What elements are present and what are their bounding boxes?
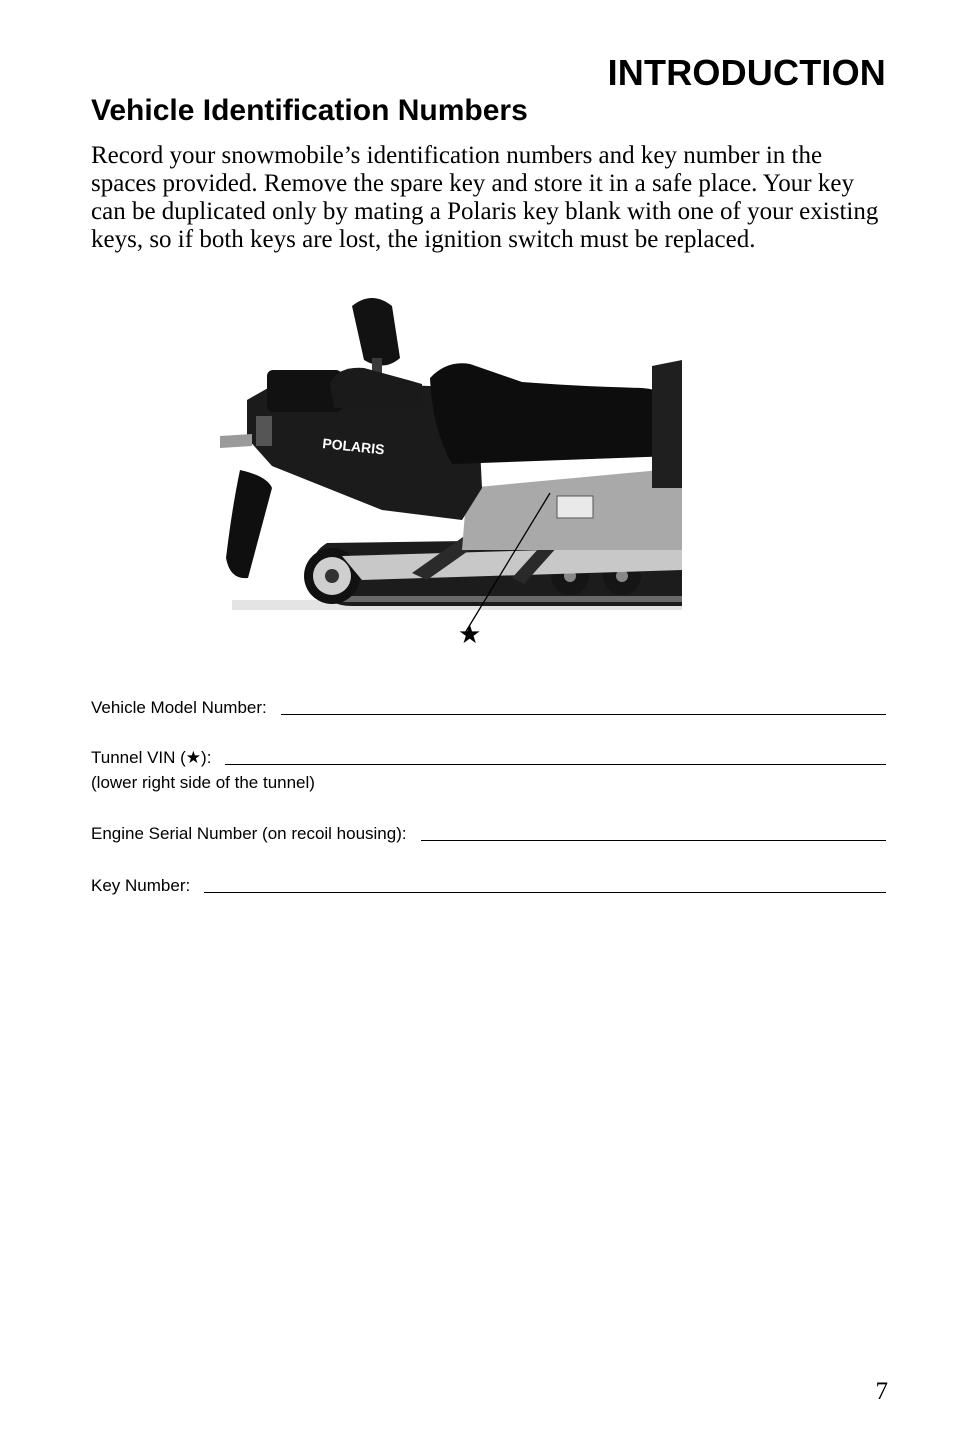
page-number: 7 — [875, 1378, 888, 1405]
key-number-blank — [204, 892, 886, 893]
engine-serial-field — [91, 824, 886, 844]
snowmobile-figure — [212, 288, 682, 650]
vin-location-star-icon: ★ — [458, 620, 482, 650]
model-number-field — [91, 698, 886, 718]
tunnel-vin-note: (lower right side of the tunnel) — [91, 773, 315, 792]
page-heading: Vehicle Identification Numbers — [91, 94, 528, 127]
polaris-brand-label: POLARIS — [321, 435, 386, 458]
key-number-field — [91, 876, 886, 896]
key-number-label: Key Number: — [91, 876, 191, 895]
snowmobile-illustration — [212, 288, 682, 650]
section-header: INTRODUCTION — [607, 52, 886, 93]
intro-paragraph: Record your snowmobile’s identification numbers and key number in the spaces provided. Remove the spare key and store it in a safe place. Your key can be duplicated only by mating a Polaris key blank with one of your existing keys, so if both keys are lost, the ignition switch must be replaced. — [91, 142, 879, 253]
model-number-blank — [281, 714, 886, 715]
tunnel-vin-field — [91, 748, 886, 768]
tunnel-vin-label: Tunnel VIN (★): — [91, 748, 212, 767]
tunnel-vin-blank — [225, 764, 886, 765]
engine-serial-label: Engine Serial Number (on recoil housing): — [91, 824, 407, 843]
engine-serial-blank — [421, 840, 886, 841]
model-number-label: Vehicle Model Number: — [91, 698, 267, 717]
